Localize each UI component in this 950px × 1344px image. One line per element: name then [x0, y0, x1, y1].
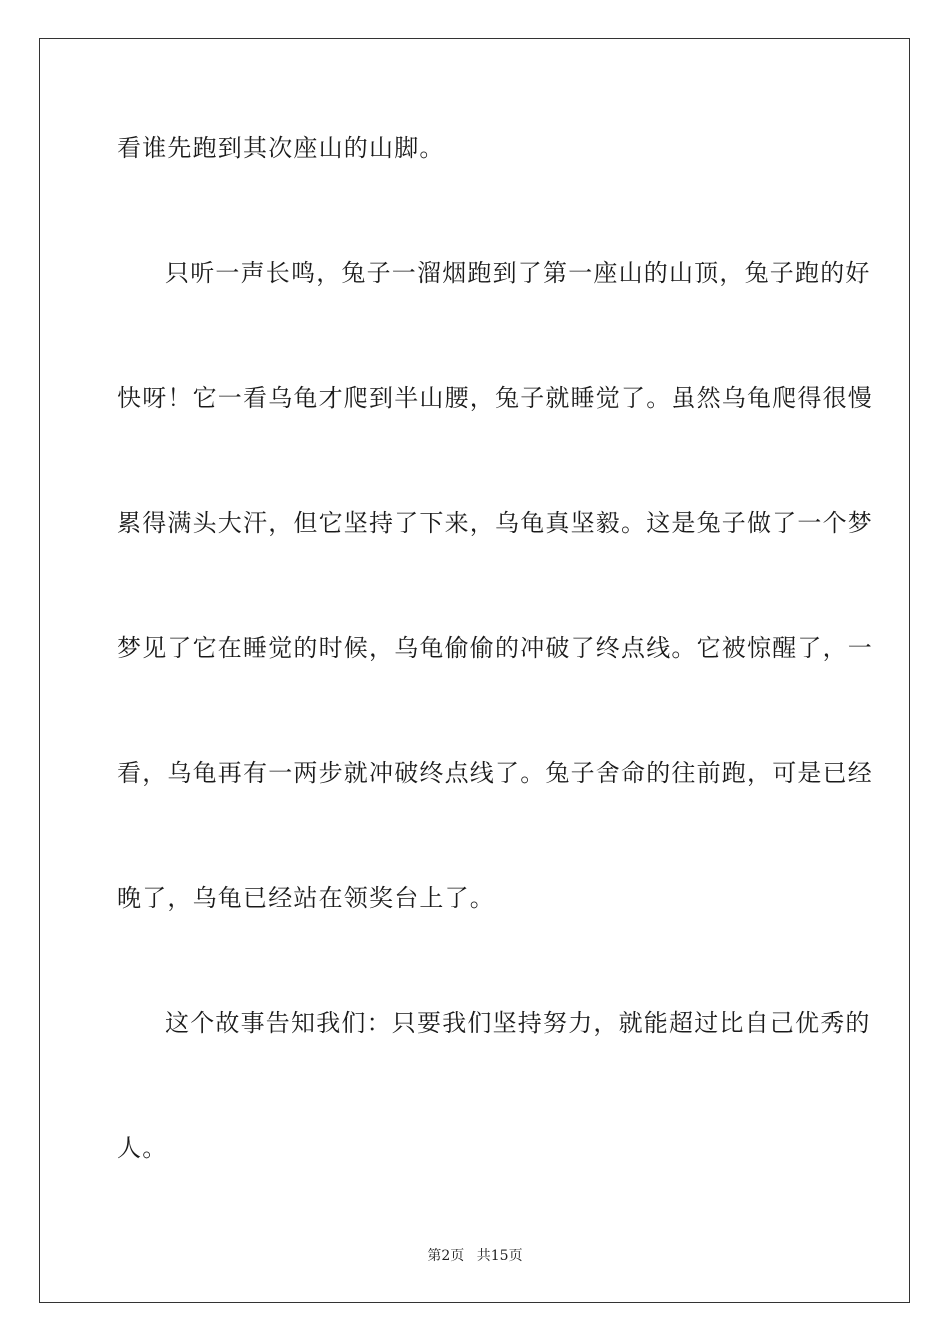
paragraph-line: 看谁先跑到其次座山的山脚。: [117, 134, 445, 162]
paragraph-line: 快呀！它一看乌龟才爬到半山腰，兔子就睡觉了。虽然乌龟爬得很慢: [117, 384, 873, 412]
page-footer: [0, 1247, 950, 1265]
paragraph-line: 晚了，乌龟已经站在领奖台上了。: [117, 884, 495, 912]
page-border: [39, 38, 910, 1303]
paragraph-line: 人。: [117, 1134, 168, 1162]
paragraph-line: 只听一声长鸣，兔子一溜烟跑到了第一座山的山顶，兔子跑的好: [165, 259, 871, 287]
page-total: 共15页: [476, 1248, 523, 1264]
paragraph-line: 梦见了它在睡觉的时候，乌龟偷偷的冲破了终点线。它被惊醒了，一: [117, 634, 873, 662]
paragraph-line: 看，乌龟再有一两步就冲破终点线了。兔子舍命的往前跑，可是已经: [117, 759, 873, 787]
paragraph-line: 累得满头大汗，但它坚持了下来，乌龟真坚毅。这是兔子做了一个梦: [117, 509, 873, 537]
paragraph-line: 这个故事告知我们：只要我们坚持努力，就能超过比自己优秀的: [165, 1009, 871, 1037]
page-number: 第2页: [427, 1248, 465, 1264]
